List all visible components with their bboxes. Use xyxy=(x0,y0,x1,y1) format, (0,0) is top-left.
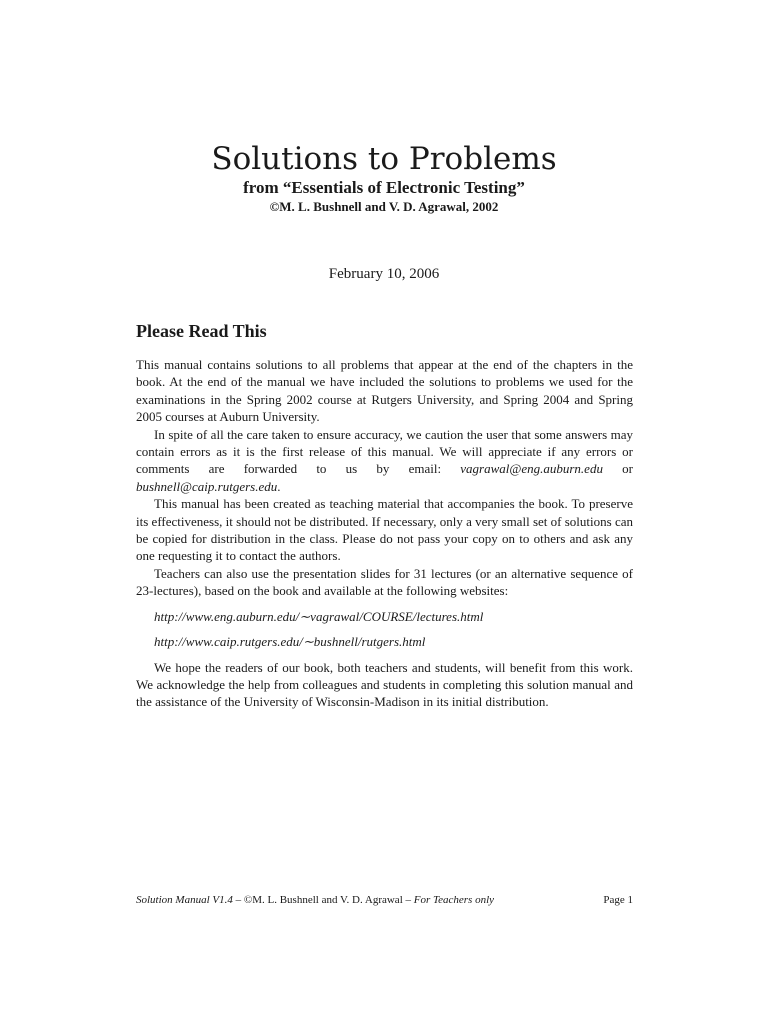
page-number: Page 1 xyxy=(603,894,633,906)
document-title: Solutions to Problems xyxy=(211,141,557,177)
paragraph-slides: Teachers can also use the presentation slides for 31 lectures (or an alternative sequence of 23-lectures), based on the book and available at the following websites: xyxy=(136,565,633,599)
paragraph-errors xyxy=(136,426,633,496)
section-heading: Please Read This xyxy=(136,321,267,341)
paragraph-errors-or: or xyxy=(602,461,633,477)
url-auburn-lectures[interactable]: http://www.eng.auburn.edu/∼vagrawal/COURSE/lectures.html xyxy=(154,608,484,624)
section-body xyxy=(136,356,633,711)
email-link-auburn[interactable]: vagrawal@eng.auburn.edu xyxy=(460,461,603,477)
copyright-line: ©M. L. Bushnell and V. D. Agrawal, 2002 xyxy=(269,199,499,214)
paragraph-errors-text: In spite of all the care taken to ensure accuracy, we caution the user that some answers may contain errors as it is the first release of this manual. We will appreciate if any errors or comments are forwarded to us by email: xyxy=(136,426,633,477)
url-rutgers[interactable]: http://www.caip.rutgers.edu/∼bushnell/rutgers.html xyxy=(154,634,426,650)
footer-authors: ©M. L. Bushnell and V. D. Agrawal xyxy=(243,894,403,906)
document-date: February 10, 2006 xyxy=(328,266,440,282)
footer-audience: For Teachers only xyxy=(413,894,495,906)
footer-left xyxy=(136,893,494,907)
paragraph-distribution: This manual has been created as teaching material that accompanies the book. To preserve its effectiveness, it should not be distributed. If necessary, only a very small set of solutions can be copied for distribution in the class. Please do not pass your copy on to others and ask any one requesting it to contact the authors. xyxy=(136,496,633,564)
email-link-rutgers[interactable]: bushnell@caip.rutgers.edu xyxy=(136,478,278,494)
paragraph-intro: This manual contains solutions to all problems that appear at the end of the chapters in the book. At the end of the manual we have included the solutions to problems we used for the examinations in the Spring 2002 course at Rutgers University, and Spring 2004 and Spring 2005 courses at Auburn University. xyxy=(136,357,633,425)
footer-manual: Solution Manual V1.4 xyxy=(136,894,233,906)
footer-separator-2: – xyxy=(402,894,414,906)
document-subtitle: from “Essentials of Electronic Testing” xyxy=(243,178,525,197)
footer-separator-1: – xyxy=(232,894,244,906)
paragraph-acknowledgement: We hope the readers of our book, both teachers and students, will benefit from this work. We acknowledge the help from colleagues and students in completing this solution manual and the assistance of the University of Wisconsin-Madison in its initial distribution. xyxy=(136,659,633,710)
title-block xyxy=(0,140,768,215)
paragraph-errors-end: . xyxy=(277,478,281,494)
